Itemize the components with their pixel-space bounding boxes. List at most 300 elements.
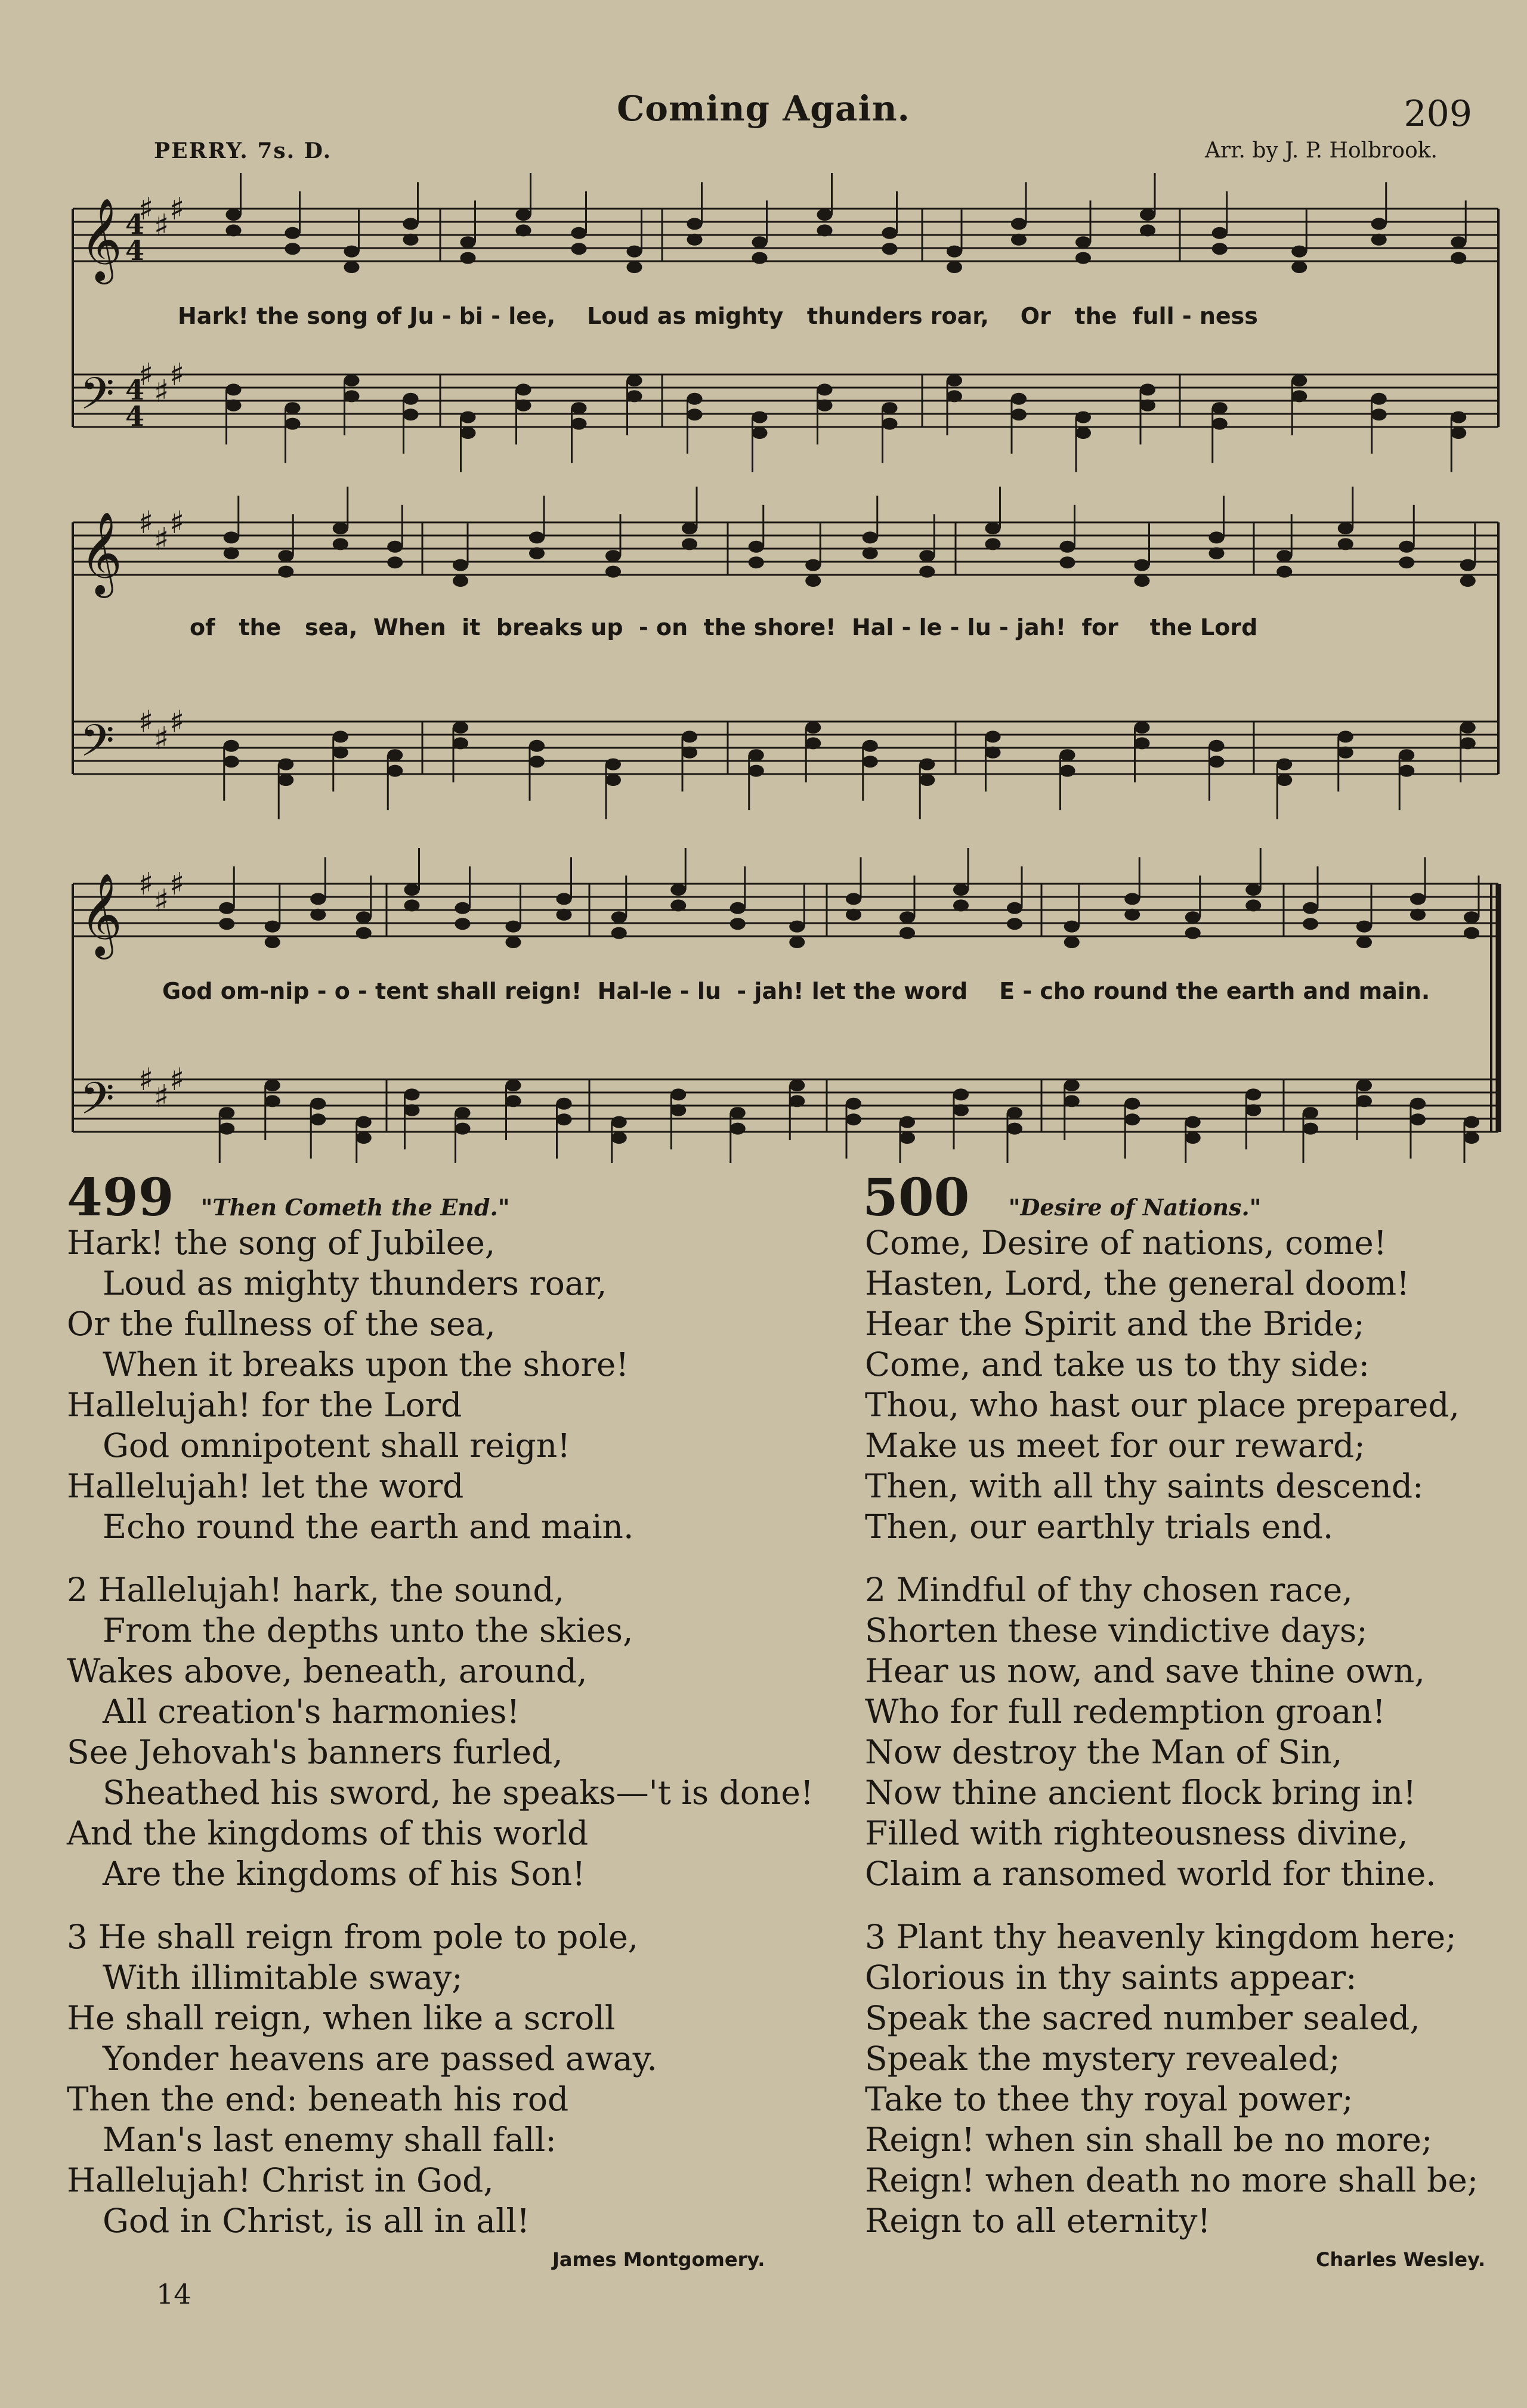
note-head <box>1451 252 1466 264</box>
verse-line: Hasten, Lord, the general doom! <box>865 1264 1410 1302</box>
page-title: Coming Again. <box>617 88 910 129</box>
note-head <box>1135 737 1150 749</box>
note-head <box>529 547 545 559</box>
note-head <box>1460 575 1476 587</box>
note-head <box>882 227 898 239</box>
verse-line: God omnipotent shall reign! <box>103 1426 571 1465</box>
note-head <box>1464 927 1479 939</box>
verse-line: Yonder heavens are passed away. <box>103 2039 657 2078</box>
note-head <box>919 774 935 786</box>
note-head <box>557 909 572 921</box>
verse-line: 2 Hallelujah! hark, the sound, <box>67 1571 565 1609</box>
verse-line: Loud as mighty thunders roar, <box>103 1264 607 1302</box>
note-head <box>919 566 935 578</box>
note-head <box>557 1113 572 1125</box>
note-head <box>344 374 360 386</box>
verse-line: Thou, who hast our place prepared, <box>865 1386 1460 1424</box>
note-head <box>730 1107 746 1119</box>
note-head <box>670 884 686 896</box>
note-head <box>611 911 627 923</box>
note-head <box>627 246 642 258</box>
note-head <box>1451 411 1466 423</box>
note-head <box>460 236 476 248</box>
note-head <box>226 400 242 411</box>
note-head <box>687 408 703 420</box>
note-head <box>278 550 293 562</box>
sharp-sign: ♯ <box>169 191 185 227</box>
note-head <box>805 559 821 571</box>
note-head <box>403 218 419 230</box>
note-head <box>749 556 764 568</box>
note-head <box>278 566 293 578</box>
note-head <box>310 1113 326 1125</box>
note-head <box>1399 541 1414 553</box>
verse-line: 3 Plant thy heavenly kingdom here; <box>865 1918 1457 1956</box>
note-head <box>1303 1107 1318 1119</box>
note-head <box>752 427 768 439</box>
note-head <box>1212 402 1228 414</box>
note-head <box>882 418 898 430</box>
note-head <box>506 1079 521 1091</box>
note-head <box>605 759 621 770</box>
note-head <box>1140 400 1155 411</box>
note-head <box>278 774 293 786</box>
note-head <box>1410 893 1426 905</box>
note-head <box>682 731 697 742</box>
verse-line: All creation's harmonies! <box>103 1692 520 1731</box>
hymn-500-text <box>865 1222 1491 2241</box>
note-head <box>529 756 545 767</box>
note-head <box>1212 227 1228 239</box>
note-head <box>947 246 962 258</box>
note-head <box>1135 559 1150 571</box>
note-head <box>1212 243 1228 255</box>
note-head <box>404 1088 420 1100</box>
note-head <box>1303 902 1318 914</box>
note-head <box>387 765 403 777</box>
note-head <box>310 909 326 921</box>
note-head <box>682 538 697 550</box>
note-head <box>356 927 372 939</box>
time-signature-bottom: 4 <box>125 400 145 432</box>
verse-line: Come, Desire of nations, come! <box>865 1224 1387 1262</box>
verse-line: God in Christ, is all in all! <box>103 2202 530 2240</box>
note-head <box>1460 722 1476 733</box>
note-head <box>985 538 1001 550</box>
note-head <box>455 1123 471 1135</box>
note-head <box>285 243 301 255</box>
note-head <box>730 1123 746 1135</box>
verse-line: Make us meet for our reward; <box>865 1426 1365 1465</box>
note-head <box>611 1132 627 1144</box>
note-head <box>899 911 915 923</box>
note-head <box>882 402 898 414</box>
note-head <box>265 1079 280 1091</box>
note-head <box>310 1098 326 1110</box>
note-head <box>344 246 360 258</box>
note-head <box>1338 731 1353 742</box>
note-head <box>516 383 531 395</box>
note-head <box>571 227 587 239</box>
note-head <box>1060 541 1075 553</box>
note-head <box>1075 427 1091 439</box>
note-head <box>752 236 768 248</box>
verse-line: Man's last enemy shall fall: <box>103 2121 557 2159</box>
note-head <box>1135 575 1150 587</box>
sharp-sign: ♯ <box>138 191 154 227</box>
note-head <box>455 902 471 914</box>
tune-name: PERRY. 7s. D. <box>154 138 332 163</box>
verse-line: Now thine ancient flock bring in! <box>865 1773 1417 1812</box>
verse-line: Claim a ransomed world for thine. <box>865 1855 1436 1893</box>
note-head <box>1338 522 1353 534</box>
note-head <box>1007 902 1022 914</box>
note-head <box>1011 393 1027 405</box>
note-head <box>789 936 805 948</box>
note-head <box>687 218 703 230</box>
note-head <box>403 234 419 246</box>
verse-line: Shorten these vindictive days; <box>865 1611 1368 1649</box>
note-head <box>265 936 280 948</box>
note-head <box>1011 234 1027 246</box>
verse-line: Sheathed his sword, he speaks—'t is done! <box>103 1773 814 1812</box>
sharp-sign: ♯ <box>169 866 185 902</box>
sharp-sign: ♯ <box>154 208 169 244</box>
verse-line: Glorious in thy saints appear: <box>865 1958 1357 1997</box>
hymn-500-author: Charles Wesley. <box>1316 2248 1486 2271</box>
note-head <box>571 402 587 414</box>
note-head <box>611 1116 627 1128</box>
note-head <box>1124 1098 1140 1110</box>
note-head <box>1460 559 1476 571</box>
note-head <box>919 759 935 770</box>
note-head <box>1007 1107 1022 1119</box>
note-head <box>356 1132 372 1144</box>
note-head <box>1011 218 1027 230</box>
verse-line: Hark! the song of Jubilee, <box>67 1224 496 1262</box>
note-head <box>224 740 239 752</box>
note-head <box>219 902 234 914</box>
note-head <box>682 747 697 759</box>
note-head <box>333 747 348 759</box>
note-head <box>1209 547 1225 559</box>
verse-line: Now destroy the Man of Sin, <box>865 1733 1343 1771</box>
note-head <box>789 1095 805 1107</box>
note-head <box>224 756 239 767</box>
verse-line: Take to thee thy royal power; <box>865 2080 1353 2118</box>
note-head <box>730 902 746 914</box>
note-head <box>333 522 348 534</box>
note-head <box>899 927 915 939</box>
note-head <box>846 1098 861 1110</box>
note-head <box>1060 765 1075 777</box>
note-head <box>627 374 642 386</box>
lyrics-line-3: God om-nip - o - tent shall reign! Hal-le - lu - jah! let the word E - cho round the earth and main. <box>162 978 1430 1004</box>
note-head <box>455 918 471 930</box>
note-head <box>404 899 420 911</box>
note-head <box>670 1088 686 1100</box>
note-head <box>817 209 833 221</box>
note-head <box>453 722 468 733</box>
note-head <box>1410 1113 1426 1125</box>
note-head <box>1140 209 1155 221</box>
note-head <box>1464 911 1479 923</box>
time-signature-bottom: 4 <box>125 234 145 267</box>
treble-clef: 𝄞 <box>80 873 122 956</box>
verse-line: Reign! when death no more shall be; <box>865 2161 1479 2199</box>
note-head <box>1124 893 1140 905</box>
note-head <box>387 541 403 553</box>
arranger-credit: Arr. by J. P. Holbrook. <box>1205 138 1438 163</box>
sharp-sign: ♯ <box>154 883 169 919</box>
verse-line: Filled with righteousness divine, <box>865 1814 1408 1852</box>
note-head <box>460 427 476 439</box>
note-head <box>1276 550 1292 562</box>
note-head <box>1245 884 1261 896</box>
note-head <box>846 909 861 921</box>
time-signature-top: 4 <box>125 374 145 406</box>
note-head <box>605 550 621 562</box>
note-head <box>344 390 360 402</box>
note-head <box>404 1104 420 1116</box>
note-head <box>1064 1079 1080 1091</box>
note-head <box>752 252 768 264</box>
note-head <box>506 921 521 933</box>
sharp-sign: ♯ <box>154 374 169 410</box>
note-head <box>285 227 301 239</box>
hymn-number: 499 <box>67 1168 174 1228</box>
note-head <box>1075 236 1091 248</box>
note-head <box>265 1095 280 1107</box>
note-head <box>789 1079 805 1091</box>
note-head <box>226 383 242 395</box>
note-head <box>687 393 703 405</box>
note-head <box>805 722 821 733</box>
note-head <box>1135 722 1150 733</box>
note-head <box>460 252 476 264</box>
note-head <box>356 911 372 923</box>
note-head <box>682 522 697 534</box>
bass-clef: 𝄢 <box>80 715 115 778</box>
note-head <box>953 899 969 911</box>
note-head <box>529 531 545 543</box>
verse-line: Reign to all eternity! <box>865 2202 1211 2240</box>
note-head <box>1303 918 1318 930</box>
note-head <box>226 224 242 236</box>
verse-line: He shall reign, when like a scroll <box>67 1999 616 2037</box>
note-head <box>1464 1132 1479 1144</box>
note-head <box>953 1088 969 1100</box>
note-head <box>605 774 621 786</box>
note-head <box>730 918 746 930</box>
note-head <box>1338 538 1353 550</box>
note-head <box>1060 556 1075 568</box>
note-head <box>749 749 764 761</box>
note-head <box>1460 737 1476 749</box>
note-head <box>1185 911 1201 923</box>
note-head <box>789 921 805 933</box>
verse-line: Who for full redemption groan! <box>865 1692 1386 1731</box>
note-head <box>846 893 861 905</box>
hymn-number: 500 <box>863 1168 970 1228</box>
note-head <box>863 547 878 559</box>
note-head <box>1291 261 1307 273</box>
note-head <box>219 918 234 930</box>
note-head <box>863 740 878 752</box>
note-head <box>571 243 587 255</box>
verse-line: From the depths unto the skies, <box>103 1611 633 1649</box>
note-head <box>506 1095 521 1107</box>
note-head <box>387 749 403 761</box>
note-head <box>605 566 621 578</box>
note-head <box>557 893 572 905</box>
note-head <box>1464 1116 1479 1128</box>
note-head <box>224 547 239 559</box>
verse-line: And the kingdoms of this world <box>67 1814 589 1852</box>
note-head <box>1371 408 1387 420</box>
note-head <box>1064 1095 1080 1107</box>
hymn-500-heading <box>863 1168 1261 1228</box>
lyrics-line-2: of the sea, When it breaks up - on the shore! Hal - le - lu - jah! for the Lord <box>190 614 1258 640</box>
verse-line: With illimitable sway; <box>103 1958 463 1997</box>
note-head <box>1124 909 1140 921</box>
note-head <box>1140 224 1155 236</box>
note-head <box>219 1107 234 1119</box>
verse-line: Reign! when sin shall be no more; <box>865 2121 1433 2159</box>
note-head <box>1209 531 1225 543</box>
note-head <box>919 550 935 562</box>
sharp-sign: ♯ <box>138 505 154 541</box>
note-head <box>333 731 348 742</box>
note-head <box>1064 921 1080 933</box>
note-head <box>310 893 326 905</box>
verse-line: Hallelujah! Christ in God, <box>67 2161 494 2199</box>
note-head <box>516 224 531 236</box>
note-head <box>219 1123 234 1135</box>
sharp-sign: ♯ <box>169 704 185 740</box>
sharp-sign: ♯ <box>169 1062 185 1098</box>
verse-line: 3 He shall reign from pole to pole, <box>67 1918 639 1956</box>
sharp-sign: ♯ <box>154 522 169 558</box>
note-head <box>1399 749 1414 761</box>
note-head <box>1276 566 1292 578</box>
note-head <box>265 921 280 933</box>
note-head <box>1245 1088 1261 1100</box>
note-head <box>805 575 821 587</box>
verse-line: Hear us now, and save thine own, <box>865 1652 1425 1690</box>
note-head <box>1011 408 1027 420</box>
note-head <box>1338 747 1353 759</box>
note-head <box>1185 1132 1201 1144</box>
note-head <box>226 209 242 221</box>
note-head <box>805 737 821 749</box>
note-head <box>1371 393 1387 405</box>
note-head <box>460 411 476 423</box>
note-head <box>506 936 521 948</box>
note-head <box>1291 246 1307 258</box>
note-head <box>1140 383 1155 395</box>
verse-line: Come, and take us to thy side: <box>865 1345 1370 1383</box>
verse-line: Or the fullness of the sea, <box>67 1305 496 1343</box>
verse-line: Hallelujah! for the Lord <box>67 1386 462 1424</box>
note-head <box>863 531 878 543</box>
note-head <box>1276 759 1292 770</box>
note-head <box>356 1116 372 1128</box>
note-head <box>1007 1123 1022 1135</box>
verse-line: Speak the mystery revealed; <box>865 2039 1340 2078</box>
note-head <box>670 1104 686 1116</box>
note-head <box>529 740 545 752</box>
note-head <box>953 1104 969 1116</box>
note-head <box>749 541 764 553</box>
verse-line: Then, our earthly trials end. <box>865 1508 1334 1546</box>
treble-clef: 𝄞 <box>80 198 122 281</box>
note-head <box>1276 774 1292 786</box>
note-head <box>1371 218 1387 230</box>
note-head <box>687 234 703 246</box>
note-head <box>1291 374 1307 386</box>
note-head <box>1399 765 1414 777</box>
note-head <box>947 390 962 402</box>
note-head <box>1245 899 1261 911</box>
note-head <box>749 765 764 777</box>
note-head <box>985 522 1001 534</box>
note-head <box>557 1098 572 1110</box>
note-head <box>985 731 1001 742</box>
sharp-sign: ♯ <box>169 505 185 541</box>
note-head <box>1124 1113 1140 1125</box>
verse-line: See Jehovah's banners furled, <box>67 1733 563 1771</box>
note-head <box>899 1132 915 1144</box>
note-head <box>611 927 627 939</box>
note-head <box>985 747 1001 759</box>
note-head <box>1075 411 1091 423</box>
sharp-sign: ♯ <box>138 704 154 740</box>
note-head <box>344 261 360 273</box>
lyrics-line-1: Hark! the song of Ju - bi - lee, Loud as mighty thunders roar, Or the full - ness <box>178 303 1258 329</box>
verse-line: Then the end: beneath his rod <box>67 2080 569 2118</box>
sharp-sign: ♯ <box>154 721 169 757</box>
note-head <box>285 418 301 430</box>
hymn-subtitle: "Then Cometh the End." <box>200 1194 510 1221</box>
note-head <box>404 884 420 896</box>
bass-clef: 𝄢 <box>80 1073 115 1135</box>
note-head <box>1371 234 1387 246</box>
verse-line: Wakes above, beneath, around, <box>67 1652 588 1690</box>
note-head <box>1185 927 1201 939</box>
time-signature-top: 4 <box>125 208 145 240</box>
note-head <box>387 556 403 568</box>
note-head <box>817 400 833 411</box>
note-head <box>1451 427 1466 439</box>
bass-clef: 𝄢 <box>80 368 115 431</box>
note-head <box>1356 921 1372 933</box>
note-head <box>627 390 642 402</box>
sharp-sign: ♯ <box>154 1079 169 1115</box>
note-head <box>455 1107 471 1119</box>
note-head <box>1212 418 1228 430</box>
hymn-subtitle: "Desire of Nations." <box>1008 1194 1262 1221</box>
note-head <box>1007 918 1022 930</box>
note-head <box>1060 749 1075 761</box>
note-head <box>1075 252 1091 264</box>
note-head <box>670 899 686 911</box>
note-head <box>627 261 642 273</box>
treble-clef: 𝄞 <box>80 512 122 595</box>
note-head <box>1209 740 1225 752</box>
note-head <box>333 538 348 550</box>
note-head <box>947 374 962 386</box>
